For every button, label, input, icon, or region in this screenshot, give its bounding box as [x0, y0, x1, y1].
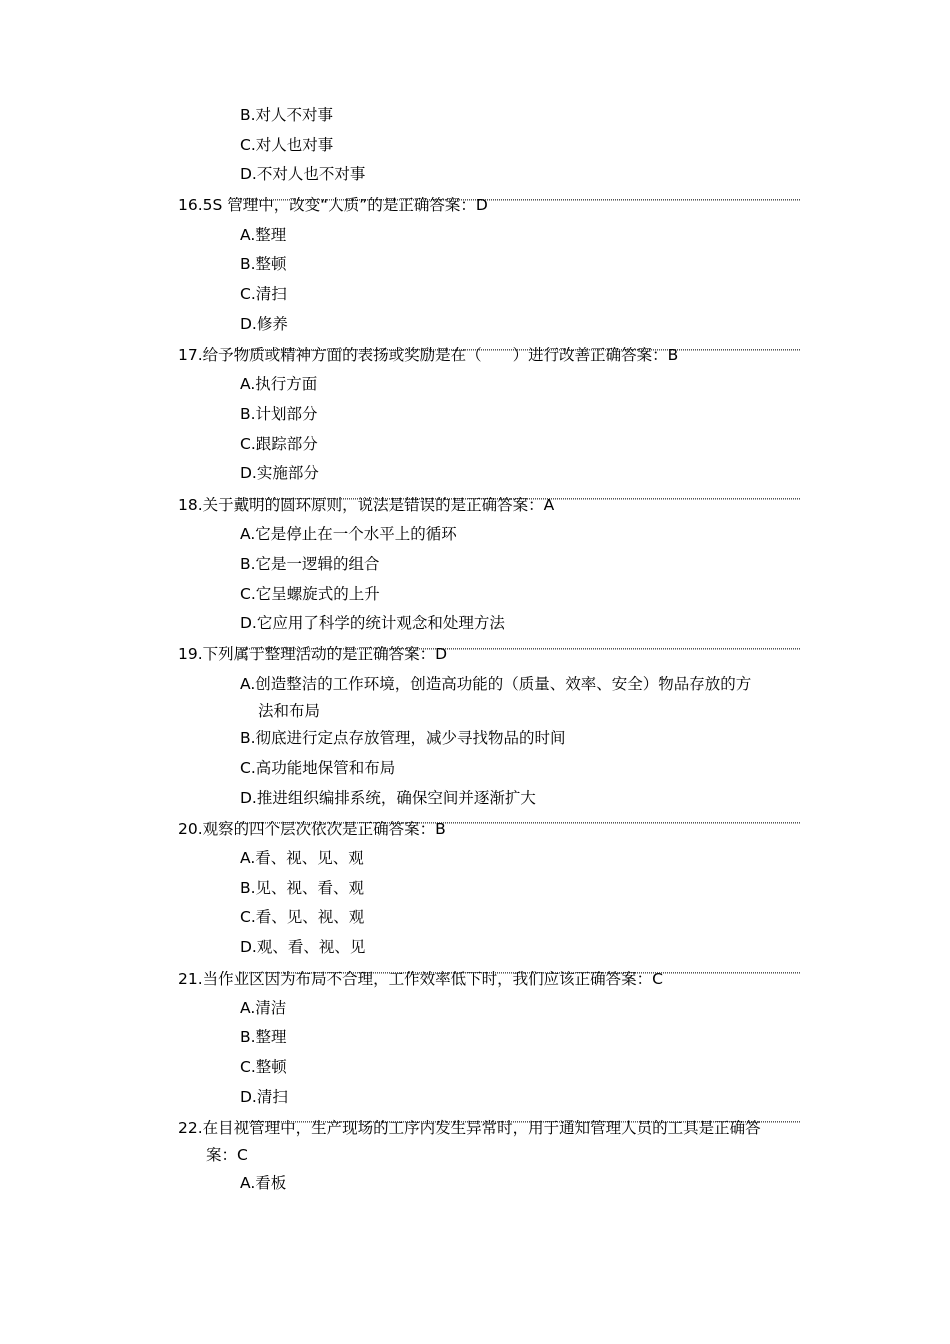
option-text: B.见、视、看、观: [240, 879, 365, 897]
option-text: C.高功能地保管和布局: [240, 759, 396, 777]
option-text: C.跟踪部分: [240, 435, 318, 453]
option-text: A.它是停止在一个水平上的循环: [240, 525, 457, 543]
option-text: B.对人不对事: [240, 106, 334, 124]
option-text: B.整顿: [240, 255, 287, 273]
option-text: A.看板: [240, 1174, 287, 1192]
question-text: 22.在目视管理中，生产现场的工序内发生异常时，用于通知管理人员的工具是正确答: [178, 1119, 761, 1137]
option-text: D.观、看、视、见: [240, 938, 366, 956]
option-text: D.它应用了科学的统计观念和处理方法: [240, 614, 505, 632]
option-text: A.看、视、见、观: [240, 849, 364, 867]
question-text: 16.5S 管理中，改变“人质”的是正确答案：D: [178, 196, 488, 214]
option-text: C.对人也对事: [240, 136, 334, 154]
option-text: D.清扫: [240, 1088, 288, 1106]
option-text: A.执行方面: [240, 375, 318, 393]
option-text: A.清洁: [240, 999, 287, 1017]
option-text: B.计划部分: [240, 405, 318, 423]
option-text: C.它呈螺旋式的上升: [240, 585, 380, 603]
option-text: C.看、见、视、观: [240, 908, 365, 926]
question-text: 17.给予物质或精神方面的表扬或奖励是在（ ）进行改善正确答案：B: [178, 346, 679, 364]
option-text: A.整理: [240, 226, 287, 244]
option-text: D.推进组织编排系统，确保空间并逐渐扩大: [240, 789, 536, 807]
option-text: B.彻底进行定点存放管理，减少寻找物品的时间: [240, 729, 566, 747]
question-text: 案：C: [206, 1146, 248, 1164]
option-text: D.修养: [240, 315, 288, 333]
option-text: B.它是一逻辑的组合: [240, 555, 380, 573]
question-text: 20.观察的四个层次依次是正确答案：B: [178, 820, 446, 838]
option-text: C.整顿: [240, 1058, 287, 1076]
option-text: A.创造整洁的工作环境，创造高功能的（质量、效率、安全）物品存放的方: [240, 675, 752, 693]
option-text: D.实施部分: [240, 464, 319, 482]
question-text: 18.关于戴明的圆环原则，说法是错误的是正确答案：A: [178, 496, 555, 514]
option-text: B.整理: [240, 1028, 287, 1046]
option-text: D.不对人也不对事: [240, 165, 366, 183]
question-text: 21.当作业区因为布局不合理，工作效率低下时，我们应该正确答案：C: [178, 970, 663, 988]
option-text: C.清扫: [240, 285, 287, 303]
option-text: 法和布局: [258, 702, 321, 720]
question-text: 19.下列属于整理活动的是正确答案：D: [178, 645, 448, 663]
